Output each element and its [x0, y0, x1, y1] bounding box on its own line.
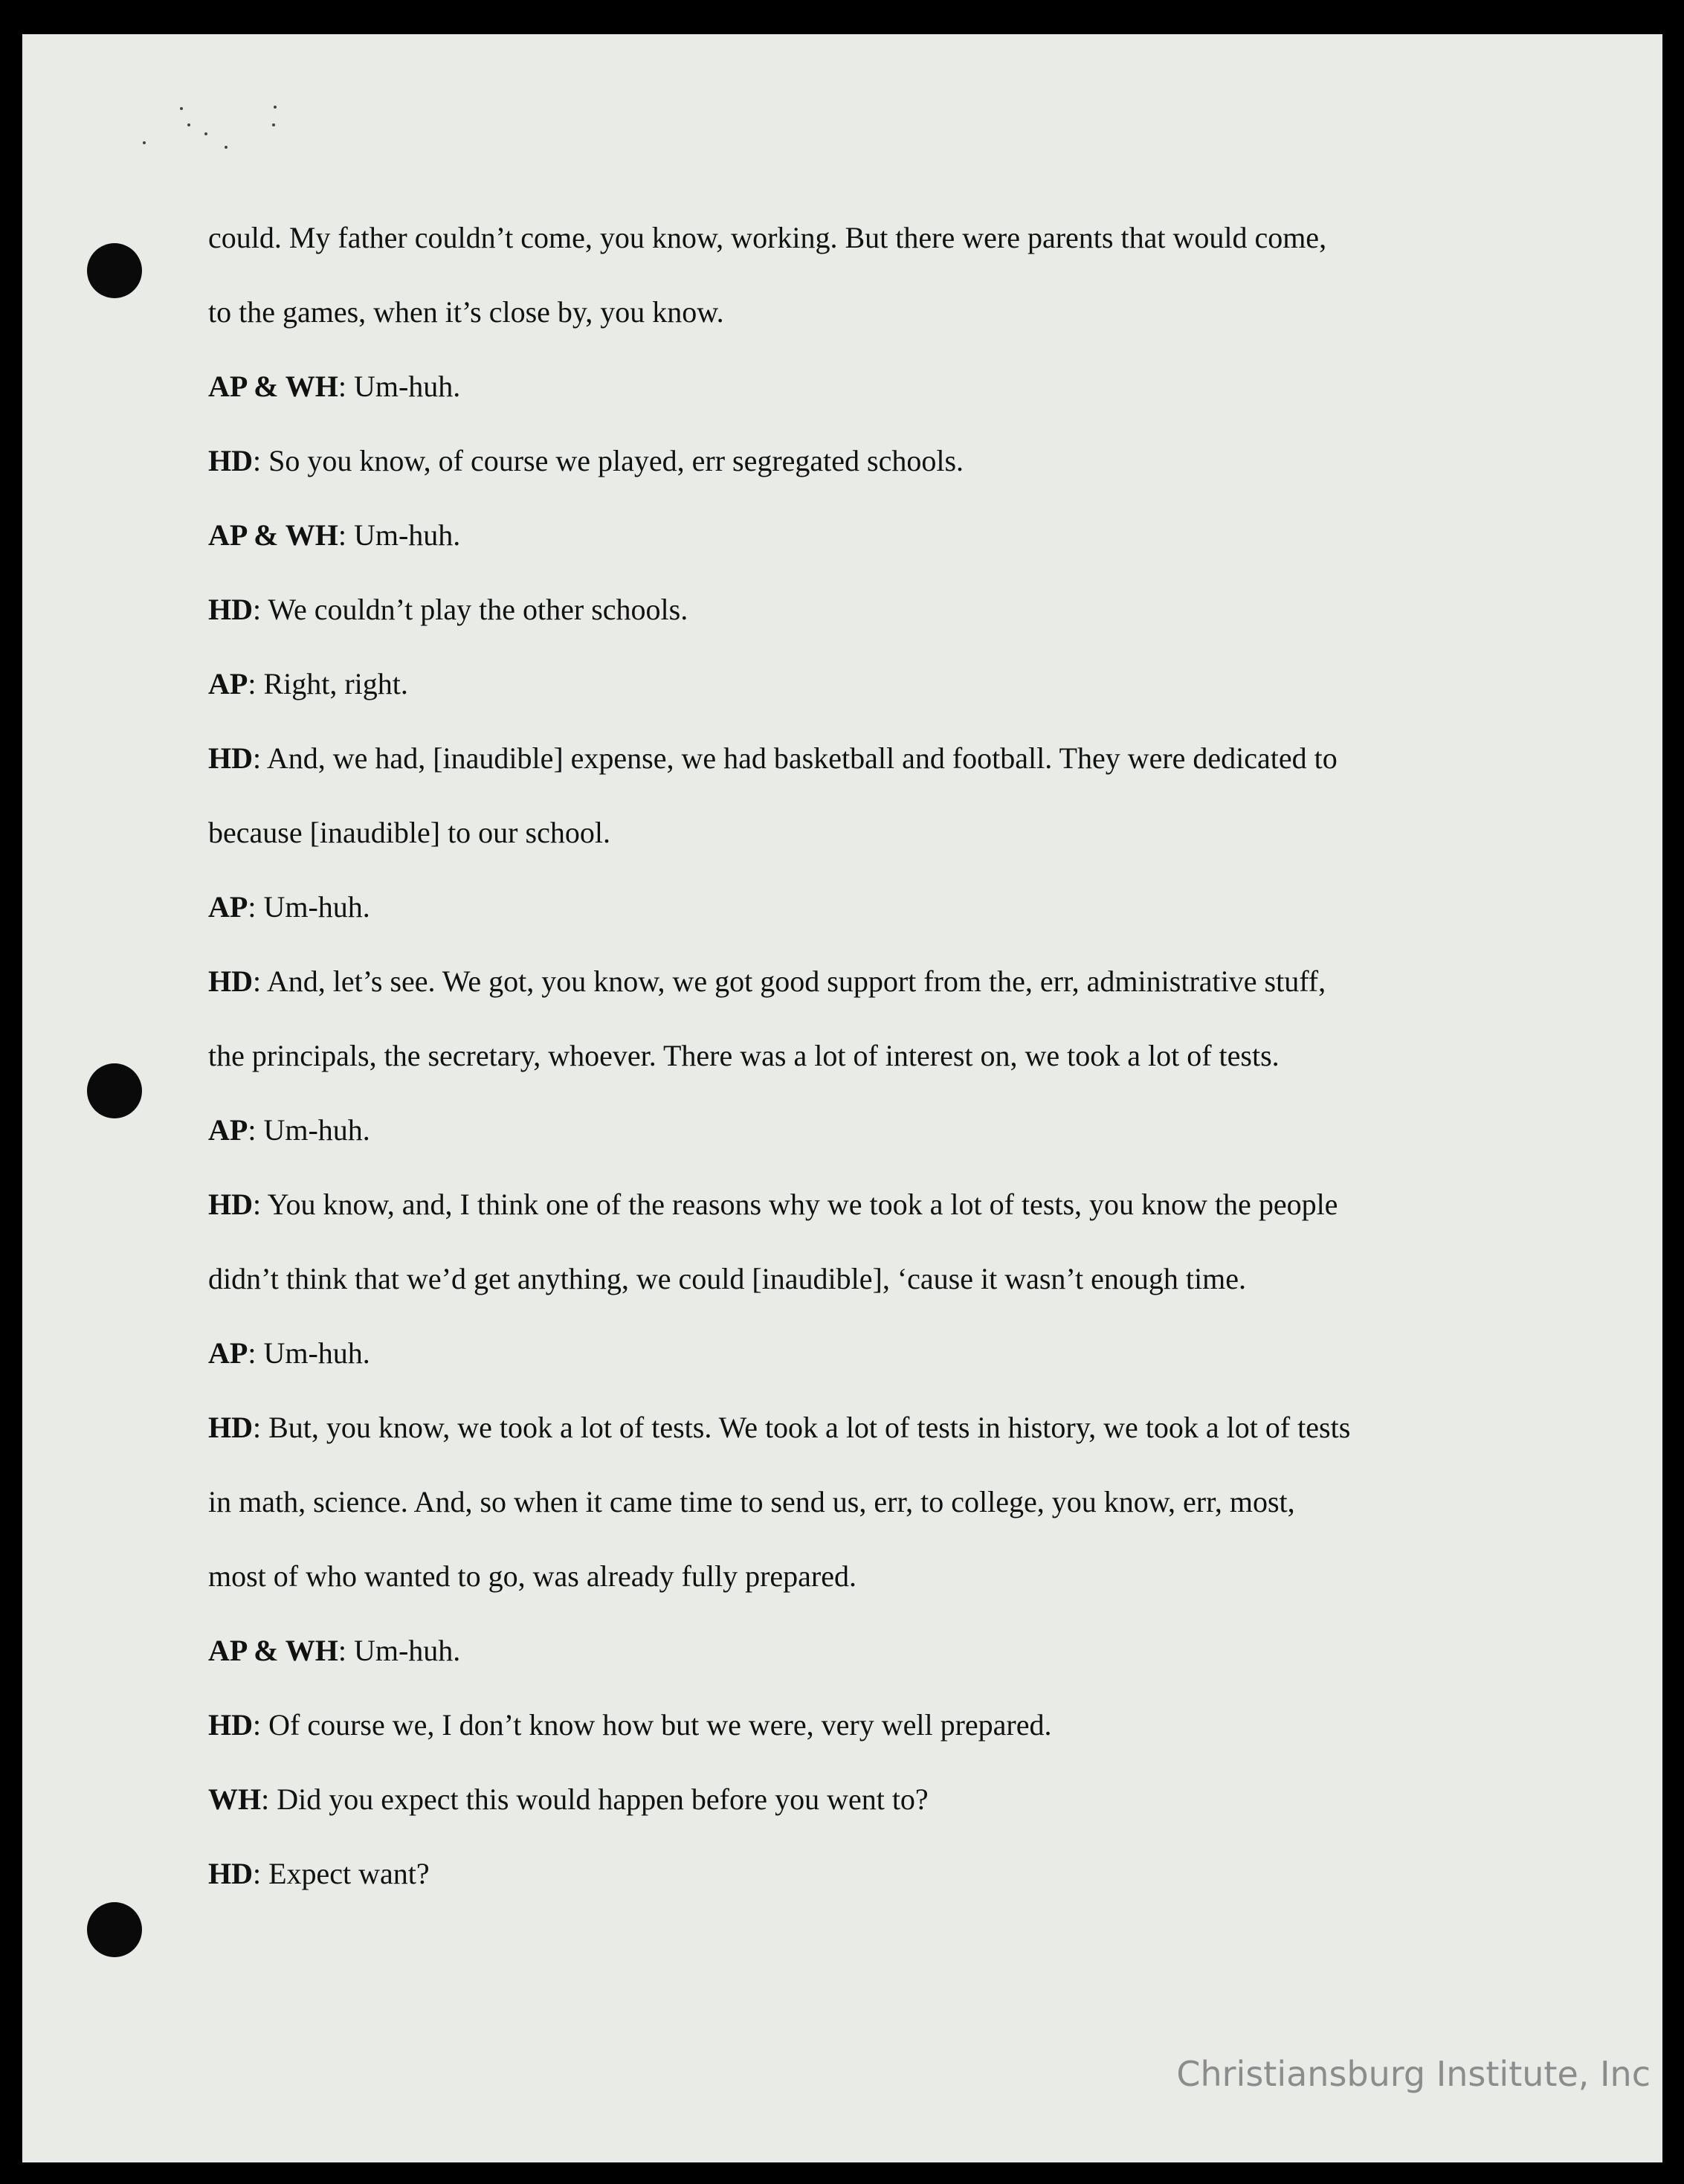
transcript-line [208, 662, 1509, 736]
utterance-text: : And, we had, [inaudible] expense, we had basketball and football. They were dedicated to [253, 741, 1338, 775]
utterance-text: to the games, when it’s close by, you know. [208, 295, 724, 329]
utterance-text: because [inaudible] to our school. [208, 816, 610, 849]
utterance-text: : Um-huh. [248, 890, 370, 924]
transcript-line [208, 885, 1509, 959]
utterance-text: : Um-huh. [248, 1113, 370, 1147]
speaker-label: AP [208, 1113, 248, 1147]
utterance-text: : Um-huh. [338, 370, 461, 403]
transcript-line [208, 1629, 1509, 1703]
transcript-line [208, 1703, 1509, 1777]
transcript-line [208, 1331, 1509, 1405]
transcript-line [208, 1777, 1509, 1852]
speaker-label: AP & WH [208, 518, 338, 552]
transcript-line [208, 513, 1509, 587]
transcript-line [208, 1182, 1509, 1257]
paper-specks [134, 101, 297, 153]
speaker-label: AP [208, 890, 248, 924]
utterance-text: the principals, the secretary, whoever. There was a lot of interest on, we took a lot of tests. [208, 1039, 1280, 1072]
transcript-line [208, 1554, 1509, 1629]
binder-hole-top [87, 243, 142, 298]
speaker-label: HD [208, 741, 253, 775]
speaker-label: AP [208, 667, 248, 700]
binder-hole-bottom [87, 1902, 142, 1957]
speaker-label: WH [208, 1782, 262, 1816]
utterance-text: : Um-huh. [338, 518, 461, 552]
utterance-text: : You know, and, I think one of the reasons why we took a lot of tests, you know the people [253, 1188, 1338, 1221]
speaker-label: AP & WH [208, 370, 338, 403]
transcript-line [208, 587, 1509, 662]
speaker-label: HD [208, 1708, 253, 1742]
utterance-text: could. My father couldn’t come, you know, working. But there were parents that would come, [208, 221, 1327, 254]
binder-hole-middle [87, 1063, 142, 1118]
speaker-label: HD [208, 1857, 253, 1890]
speaker-label: HD [208, 1411, 253, 1444]
utterance-text: : And, let’s see. We got, you know, we got good support from the, err, administrative stuff, [253, 964, 1326, 998]
utterance-text: : Expect want? [253, 1857, 430, 1890]
utterance-text: most of who wanted to go, was already fully prepared. [208, 1559, 856, 1593]
utterance-text: : Right, right. [248, 667, 408, 700]
utterance-text: : Of course we, I don’t know how but we were, very well prepared. [253, 1708, 1052, 1742]
utterance-text: in math, science. And, so when it came time to send us, err, to college, you know, err, most, [208, 1485, 1295, 1518]
utterance-text: : But, you know, we took a lot of tests. We took a lot of tests in history, we took a lot of tests [253, 1411, 1351, 1444]
transcript-line [208, 1257, 1509, 1331]
transcript-line [208, 811, 1509, 885]
speaker-label: HD [208, 1188, 253, 1221]
utterance-text: : We couldn’t play the other schools. [253, 593, 688, 626]
utterance-text: : Did you expect this would happen before you went to? [261, 1782, 929, 1816]
transcript-line [208, 1852, 1509, 1926]
transcript-line [208, 1034, 1509, 1108]
transcript-line [208, 736, 1509, 811]
watermark: Christiansburg Institute, Inc [1176, 2054, 1651, 2094]
utterance-text: : So you know, of course we played, err segregated schools. [253, 444, 964, 477]
transcript-line [208, 1108, 1509, 1182]
utterance-text: : Um-huh. [248, 1336, 370, 1370]
utterance-text: didn’t think that we’d get anything, we could [inaudible], ‘cause it wasn’t enough time. [208, 1262, 1246, 1295]
transcript-body [208, 216, 1509, 1926]
transcript-line [208, 216, 1509, 290]
transcript-line [208, 1480, 1509, 1554]
speaker-label: HD [208, 964, 253, 998]
transcript-line [208, 364, 1509, 439]
speaker-label: AP & WH [208, 1634, 338, 1667]
speaker-label: HD [208, 444, 253, 477]
transcript-line [208, 1405, 1509, 1480]
speaker-label: AP [208, 1336, 248, 1370]
speaker-label: HD [208, 593, 253, 626]
transcript-line [208, 290, 1509, 364]
transcript-line [208, 959, 1509, 1034]
utterance-text: : Um-huh. [338, 1634, 461, 1667]
transcript-line [208, 439, 1509, 513]
